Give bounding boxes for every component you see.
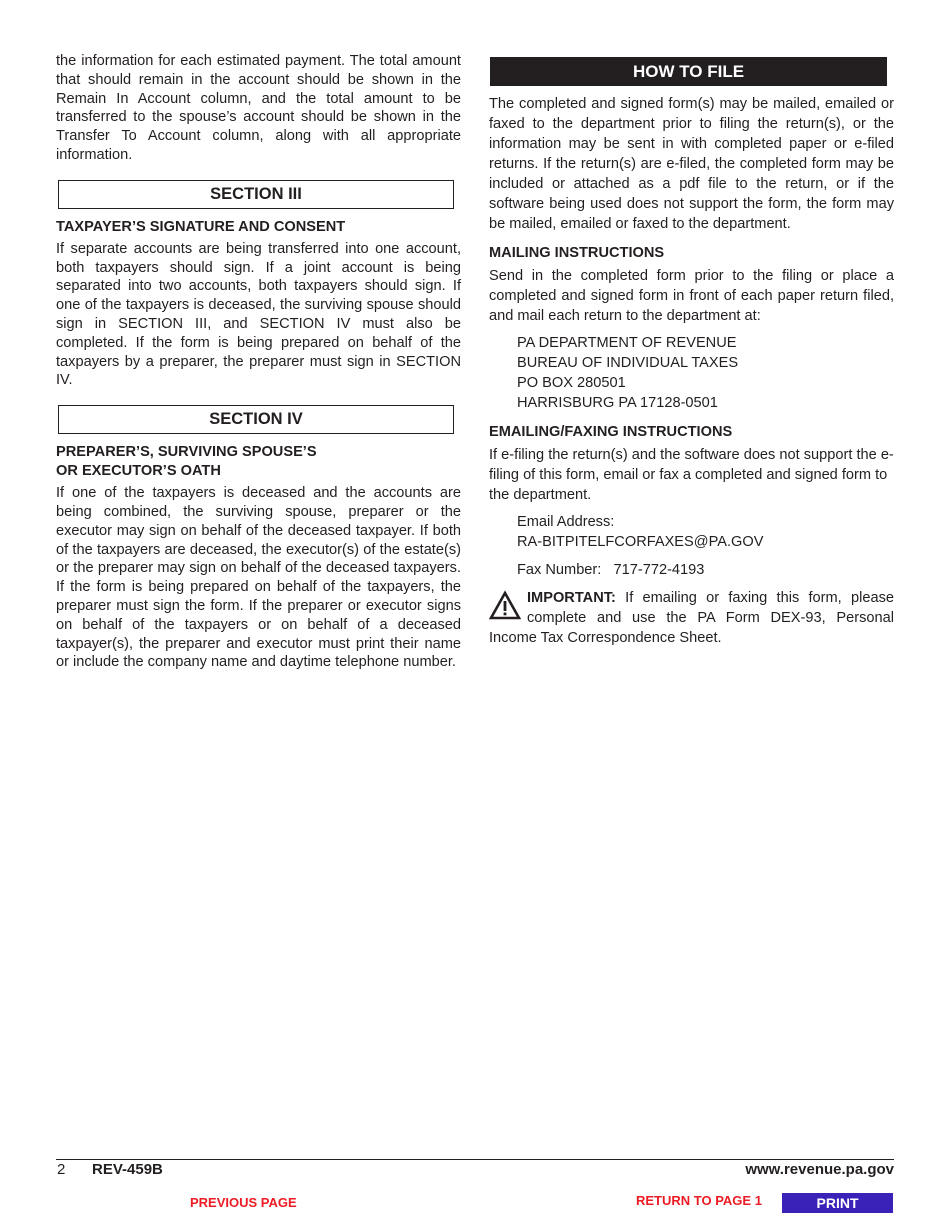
mailing-instructions-body: Send in the completed form prior to the filing or place a completed and signed form in front of each paper return filed, and mail each return to the department at: xyxy=(489,268,894,324)
address-line: PO BOX 280501 xyxy=(517,375,626,391)
address-line: PA DEPARTMENT OF REVENUE xyxy=(517,335,737,351)
emailing-faxing-body: If e-filing the return(s) and the software does not support the e-filing of this form, email or fax a completed and signed form to the department. xyxy=(489,447,894,503)
emailing-faxing-heading: EMAILING/FAXING INSTRUCTIONS xyxy=(489,424,733,440)
print-button[interactable]: PRINT xyxy=(782,1193,893,1213)
intro-paragraph: the information for each estimated payment. The total amount that should remain in the account should be shown in the Remain In Account column, and the total amount to be transferred to the spouse’s account should be shown in the Transfer To Account column, along with all appropriate information. xyxy=(56,53,461,163)
website-url: www.revenue.pa.gov xyxy=(745,1161,894,1178)
how-to-file-banner: HOW TO FILE xyxy=(490,57,887,86)
important-text: If emailing or faxing this form, please complete and use the PA Form DEX-93, Personal Income Tax Correspondence Sheet. xyxy=(489,590,894,646)
right-column xyxy=(489,57,894,648)
section-4-subtitle xyxy=(56,443,461,481)
how-to-file-body: The completed and signed form(s) may be mailed, emailed or faxed to the department prior to filing the return(s), or the information may be sent in with completed paper or e-filed returns. If the return(s) are e-filed, the completed form may be included or attached as a pdf file to the return, or if the software being used does not support the form, the form may be mailed, emailed or faxed to the department. xyxy=(489,96,894,232)
fax-block xyxy=(517,560,894,580)
mailing-address xyxy=(517,333,894,413)
left-column xyxy=(56,52,461,672)
section-4-body: If one of the taxpayers is deceased and the accounts are being combined, the surviving spouse, preparer or the executor may sign on behalf of the deceased taxpayer. If both of the taxpayers are deceased, the executor(s) of the estate(s) or the preparer may sign on behalf of the deceased taxpayers. If the form is being prepared on behalf of the taxpayers, the preparer must sign the form. If the preparer or executor signs on behalf of the taxpayers or on behalf of a deceased taxpayer(s), the preparer and executor must print their name or include the company name and daytime telephone number. xyxy=(56,485,461,671)
important-label: IMPORTANT: xyxy=(527,590,616,606)
section-3-body: If separate accounts are being transferred into one account, both taxpayers should sign. If a joint account is being separated into two accounts, both taxpayers should sign. If one of the taxpayers is deceased, the surviving spouse should sign in SECTION III, and SECTION IV must also be completed. If the form is being prepared on behalf of the taxpayers by a preparer, the preparer must sign in SECTION IV. xyxy=(56,240,461,389)
email-label: Email Address: xyxy=(517,514,615,530)
section-3-subtitle: TAXPAYER’S SIGNATURE AND CONSENT xyxy=(56,218,346,235)
footer-divider xyxy=(56,1159,894,1160)
address-line: BUREAU OF INDIVIDUAL TAXES xyxy=(517,355,739,371)
address-line: HARRISBURG PA 17128-0501 xyxy=(517,395,718,411)
section-4-subtitle-line2: OR EXECUTOR’S OATH xyxy=(56,463,221,480)
email-block xyxy=(517,512,894,552)
section-4-heading: SECTION IV xyxy=(58,405,454,434)
warning-triangle-icon xyxy=(489,590,521,622)
fax-number: 717-772-4193 xyxy=(613,562,705,578)
mailing-instructions-heading: MAILING INSTRUCTIONS xyxy=(489,245,665,261)
section-4-subtitle-line1: PREPARER’S, SURVIVING SPOUSE’S xyxy=(56,444,317,461)
page-number: 2 xyxy=(57,1161,66,1178)
important-notice xyxy=(489,588,894,648)
return-to-page-1-link[interactable]: RETURN TO PAGE 1 xyxy=(636,1193,762,1208)
fax-label: Fax Number: xyxy=(517,562,602,578)
email-address: RA-BITPITELFCORFAXES@PA.GOV xyxy=(517,534,764,550)
form-id: REV-459B xyxy=(92,1161,163,1178)
section-3-heading: SECTION III xyxy=(58,180,454,209)
previous-page-link[interactable]: PREVIOUS PAGE xyxy=(190,1195,297,1210)
